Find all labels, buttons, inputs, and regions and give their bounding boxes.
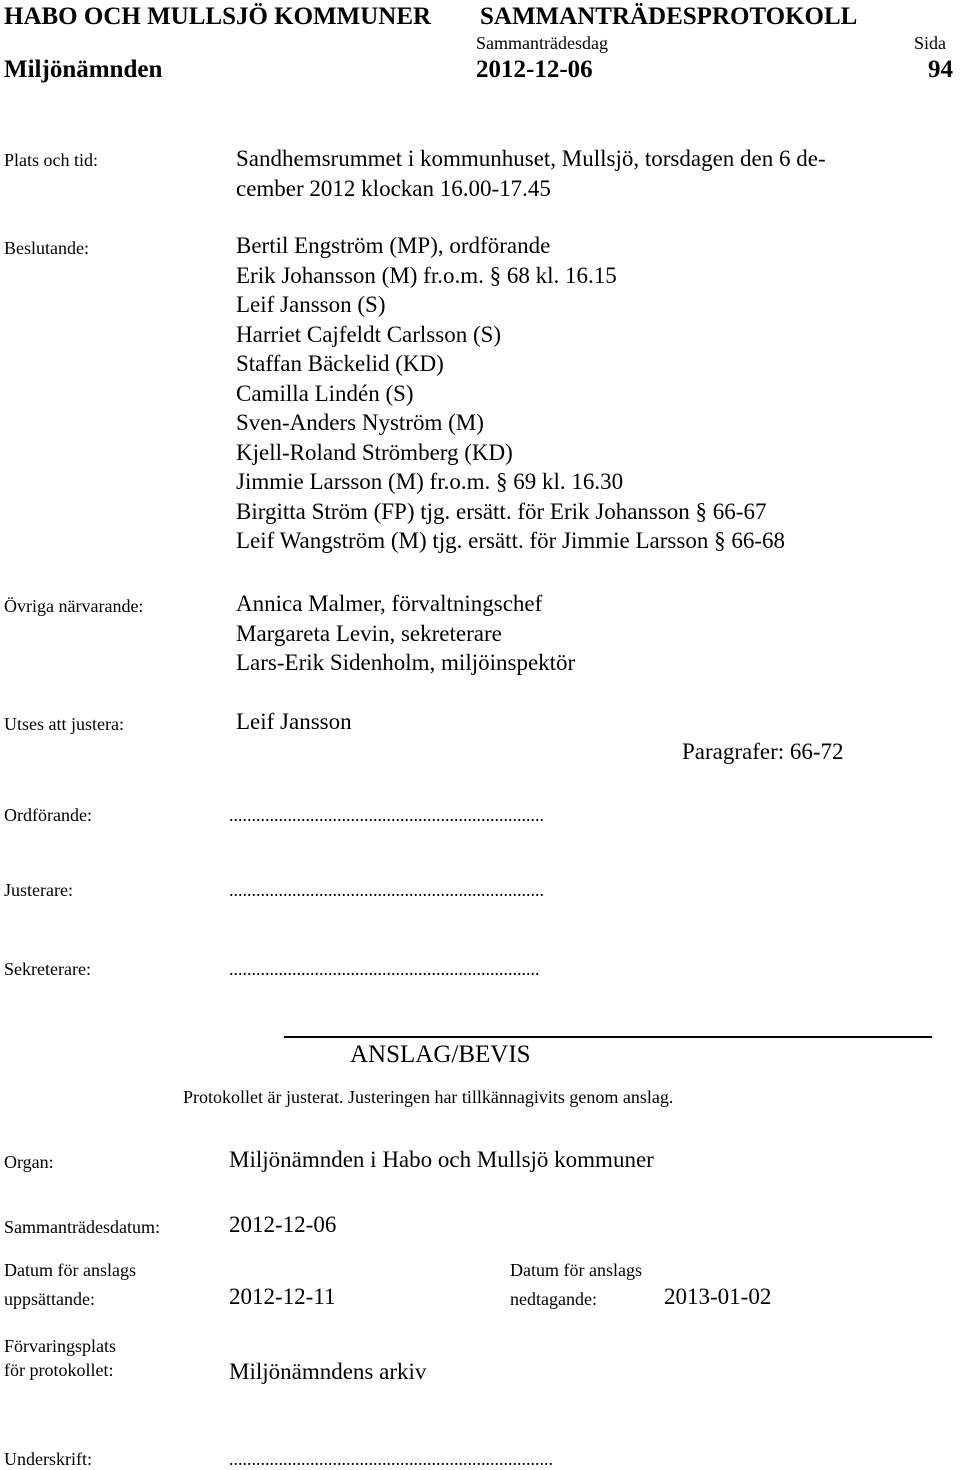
paragraphs: Paragrafer: 66-72 xyxy=(682,739,844,764)
meeting-date: 2012-12-06 xyxy=(476,56,593,83)
place-text xyxy=(236,144,826,203)
others-label: Övriga närvarande: xyxy=(4,596,144,616)
adjuster-signature-line[interactable]: ...................................................................... xyxy=(229,880,544,900)
chair-signature-line[interactable]: ...................................................................... xyxy=(229,805,544,825)
list-item: Camilla Lindén (S) xyxy=(236,380,414,406)
signature-line[interactable]: ........................................................................ xyxy=(229,1449,553,1469)
organ-value: Miljönämnden i Habo och Mullsjö kommuner xyxy=(229,1147,654,1172)
removed-label-line1: Datum för anslags xyxy=(510,1260,642,1280)
list-item: Lars-Erik Sidenholm, miljöinspektör xyxy=(236,650,576,675)
page-number: 94 xyxy=(928,56,953,83)
meeting-date-label: Sammanträdesdatum: xyxy=(4,1217,160,1237)
list-item: Erik Johansson (M) fr.o.m. § 68 kl. 16.15 xyxy=(236,262,617,288)
list-item: Sven-Anders Nyström (M) xyxy=(236,410,484,435)
page-label: Sida xyxy=(914,33,947,53)
posted-label-line2: uppsättande: xyxy=(4,1289,95,1309)
adjuster-label: Utses att justera: xyxy=(4,714,124,734)
organ-label: Organ: xyxy=(4,1152,54,1172)
others-list xyxy=(236,589,575,678)
list-item: Birgitta Ström (FP) tjg. ersätt. för Erik Johansson § 66-67 xyxy=(236,498,767,524)
deciding-list xyxy=(236,231,785,556)
storage-label-line1: Förvaringsplats xyxy=(4,1336,116,1356)
list-item: Bertil Engström (MP), ordförande xyxy=(236,233,551,258)
document-type: SAMMANTRÄDESPROTOKOLL xyxy=(480,3,858,30)
secretary-signature-line[interactable]: ..................................................................... xyxy=(229,959,540,979)
place-line: Sandhemsrummet i kommunhuset, Mullsjö, torsdagen den 6 de- xyxy=(236,146,826,171)
committee-name: Miljönämnden xyxy=(4,56,163,83)
list-item: Leif Wangström (M) tjg. ersätt. för Jimmie Larsson § 66-68 xyxy=(236,528,785,553)
meeting-date-value: 2012-12-06 xyxy=(229,1212,337,1237)
list-item: Kjell-Roland Strömberg (KD) xyxy=(236,439,513,465)
notice-title: ANSLAG/BEVIS xyxy=(350,1041,531,1068)
deciding-label: Beslutande: xyxy=(4,238,89,258)
signature-label: Underskrift: xyxy=(4,1449,92,1469)
place-label: Plats och tid: xyxy=(4,150,98,170)
list-item: Leif Jansson (S) xyxy=(236,292,386,317)
list-item: Staffan Bäckelid (KD) xyxy=(236,351,444,376)
storage-value: Miljönämndens arkiv xyxy=(229,1359,427,1384)
section-divider xyxy=(284,1036,932,1038)
posted-date: 2012-12-11 xyxy=(229,1284,336,1309)
removed-date: 2013-01-02 xyxy=(664,1284,772,1309)
list-item: Jimmie Larsson (M) fr.o.m. § 69 kl. 16.30 xyxy=(236,469,624,494)
place-line: cember 2012 klockan 16.00-17.45 xyxy=(236,175,551,201)
secretary-label: Sekreterare: xyxy=(4,959,91,979)
removed-label-line2: nedtagande: xyxy=(510,1289,597,1309)
adjuster-signature-label: Justerare: xyxy=(4,880,73,900)
chair-label: Ordförande: xyxy=(4,805,92,825)
adjuster-name: Leif Jansson xyxy=(236,709,352,734)
list-item: Annica Malmer, förvaltningschef xyxy=(236,591,543,616)
date-label: Sammanträdesdag xyxy=(476,33,608,53)
notice-statement: Protokollet är justerat. Justeringen har tillkännagivits genom anslag. xyxy=(183,1087,674,1107)
posted-label-line1: Datum för anslags xyxy=(4,1260,136,1280)
list-item: Margareta Levin, sekreterare xyxy=(236,620,502,646)
municipality-name: HABO OCH MULLSJÖ KOMMUNER xyxy=(4,3,432,30)
list-item: Harriet Cajfeldt Carlsson (S) xyxy=(236,321,502,347)
storage-label-line2: för protokollet: xyxy=(4,1360,114,1380)
